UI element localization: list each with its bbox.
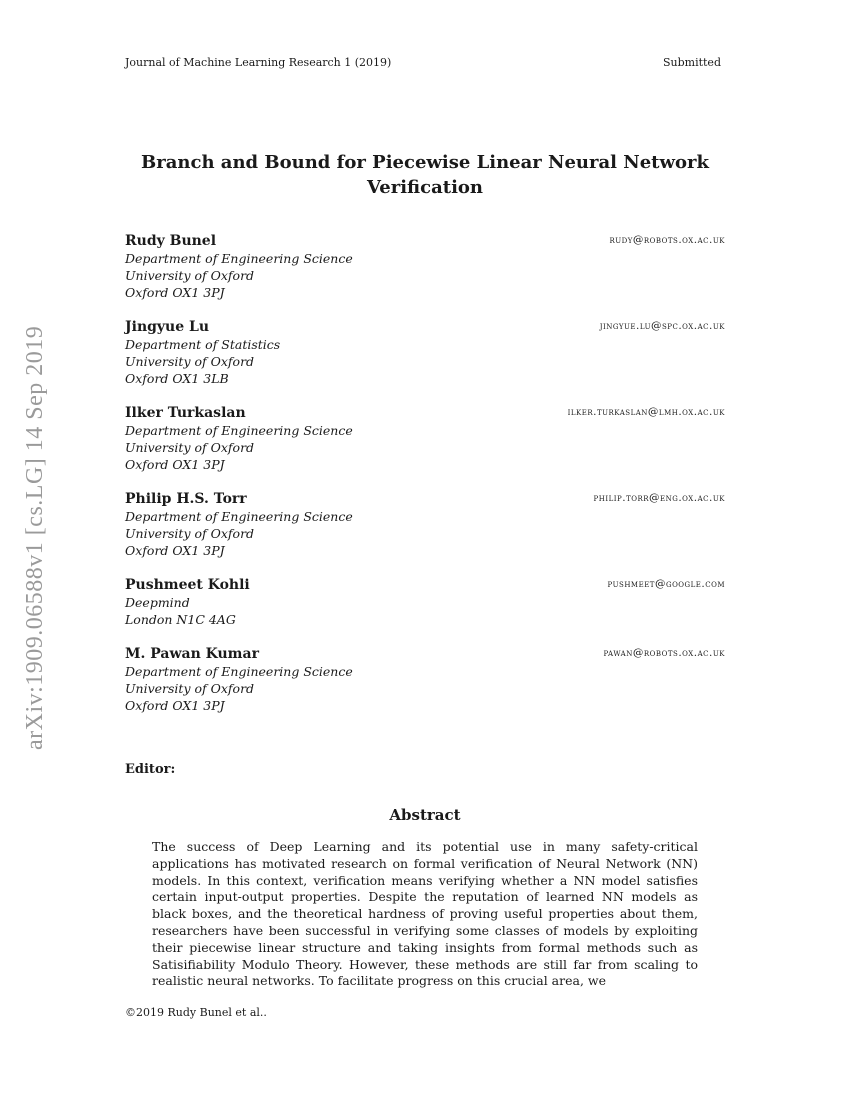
affiliation-department: Department of Engineering Science [125,509,353,524]
affiliation-department: Department of Engineering Science [125,664,353,679]
arxiv-identifier-stamp: arXiv:1909.06588v1 [cs.LG] 14 Sep 2019 [22,325,48,750]
affiliation-department: Department of Engineering Science [125,251,353,266]
abstract-heading: Abstract [389,806,461,824]
affiliation-department: Department of Statistics [125,337,281,352]
copyright-footer: ©2019 Rudy Bunel et al.. [125,1006,267,1019]
paper-title [125,150,725,200]
affiliation-institution: University of Oxford [125,681,255,696]
affiliation-institution: University of Oxford [125,526,255,541]
author-block [125,404,725,473]
author-list [125,232,725,731]
author-email: jingyue.lu@spc.ox.ac.uk [599,320,725,332]
journal-header: Journal of Machine Learning Research 1 (2019) [125,56,392,69]
author-email: pawan@robots.ox.ac.uk [603,647,725,659]
affiliation-address: Oxford OX1 3LB [125,371,229,386]
affiliation-institution: University of Oxford [125,440,255,455]
author-name: Ilker Turkaslan [125,405,246,421]
author-email: pushmeet@google.com [607,578,725,590]
affiliation-institution: University of Oxford [125,268,255,283]
editor-label: Editor: [125,762,176,777]
author-block [125,232,725,301]
affiliation-department: Department of Engineering Science [125,423,353,438]
author-block [125,576,725,628]
author-name: M. Pawan Kumar [125,646,259,662]
title-line-2: Verification [366,177,484,198]
affiliation-address: Oxford OX1 3PJ [125,285,225,300]
affiliation-institution: University of Oxford [125,354,255,369]
author-block [125,318,725,387]
author-email: ilker.turkaslan@lmh.ox.ac.uk [567,406,725,418]
author-name: Jingyue Lu [125,319,210,335]
affiliation-address: London N1C 4AG [125,612,236,627]
title-line-1: Branch and Bound for Piecewise Linear Neural Network [141,152,709,173]
affiliation-address: Oxford OX1 3PJ [125,457,225,472]
abstract-text: The success of Deep Learning and its potential use in many safety-critical applications has motivated research on formal verification of Neural Network (NN) models. In this context, verification means verifying whether a NN model satisfies certain input-output properties. Despite the reputation of learned NN models as black boxes, and the theoretical hardness of proving useful properties about them, researchers have been successful in verifying some classes of models by exploiting their piecewise linear structure and taking insights from formal methods such as Satisifiability Modulo Theory. However, these methods are still far from scaling to realistic neural networks. To facilitate progress on this crucial area, we [152,839,698,989]
author-email: rudy@robots.ox.ac.uk [609,234,725,246]
author-block [125,645,725,714]
author-name: Rudy Bunel [125,233,217,249]
submission-status: Submitted [662,56,721,69]
affiliation-address: Oxford OX1 3PJ [125,543,225,558]
author-email: philip.torr@eng.ox.ac.uk [593,492,725,504]
author-block [125,490,725,559]
author-name: Pushmeet Kohli [125,577,250,593]
author-name: Philip H.S. Torr [125,491,247,507]
affiliation-address: Oxford OX1 3PJ [125,698,225,713]
affiliation-organization: Deepmind [125,595,190,610]
